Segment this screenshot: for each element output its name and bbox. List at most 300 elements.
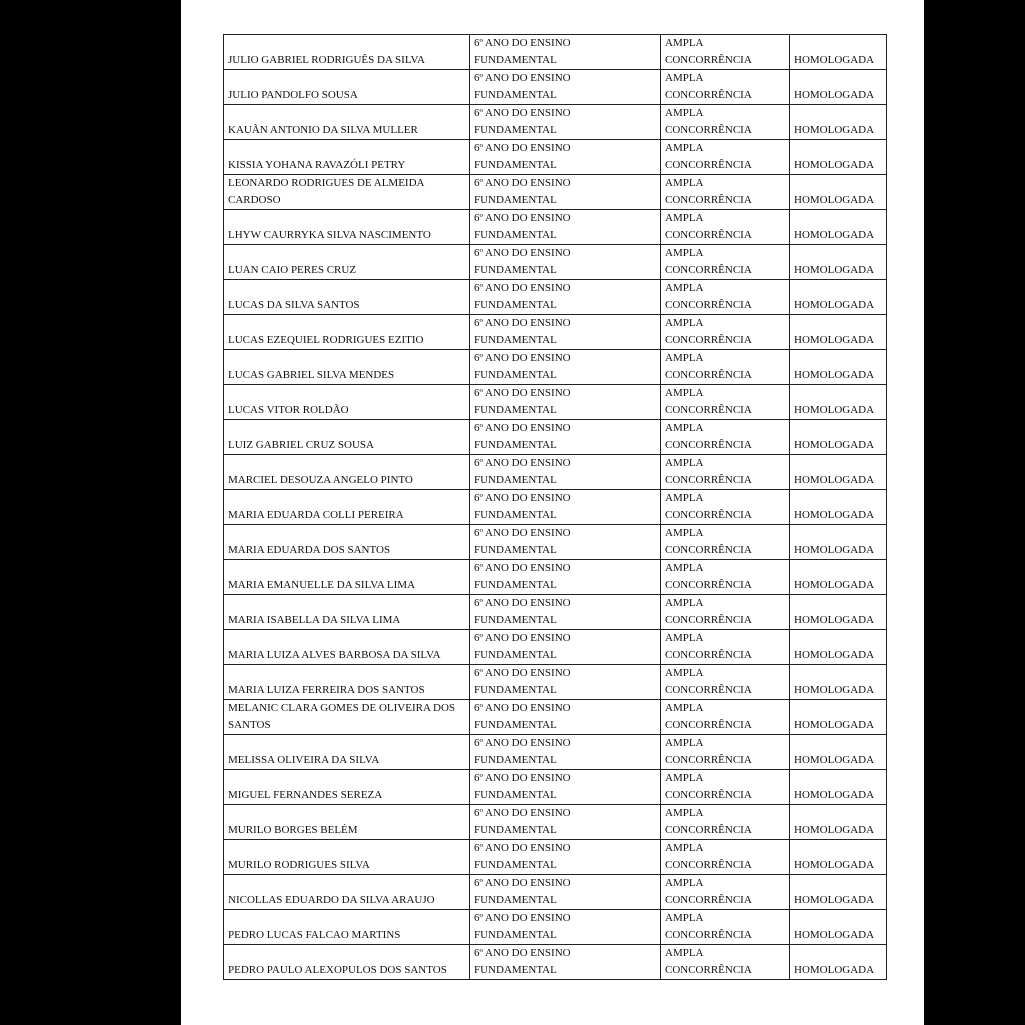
table-row <box>224 280 887 315</box>
grade-line: FUNDAMENTAL <box>474 54 557 66</box>
status-cell <box>790 910 887 945</box>
table-row <box>224 245 887 280</box>
grade-line: 6º ANO DO ENSINO <box>474 877 571 889</box>
competition-type-line: AMPLA <box>665 947 704 959</box>
grade-cell <box>470 945 661 980</box>
candidate-name-cell <box>224 525 470 560</box>
status-label: HOMOLOGADA <box>794 334 875 346</box>
status-label: HOMOLOGADA <box>794 964 875 976</box>
candidate-name: LUCAS DA SILVA SANTOS <box>228 299 360 311</box>
grade-line: 6º ANO DO ENSINO <box>474 317 571 329</box>
competition-type-line: CONCORRÊNCIA <box>665 124 752 136</box>
competition-type-line: AMPLA <box>665 72 704 84</box>
status-cell <box>790 315 887 350</box>
competition-type-line: CONCORRÊNCIA <box>665 194 752 206</box>
table-row <box>224 630 887 665</box>
status-cell <box>790 105 887 140</box>
grade-cell <box>470 350 661 385</box>
competition-type-cell <box>661 595 790 630</box>
competition-type-line: AMPLA <box>665 352 704 364</box>
competition-type-line: AMPLA <box>665 527 704 539</box>
competition-type-line: CONCORRÊNCIA <box>665 89 752 101</box>
status-cell <box>790 350 887 385</box>
status-label: HOMOLOGADA <box>794 54 875 66</box>
competition-type-line: AMPLA <box>665 912 704 924</box>
status-label: HOMOLOGADA <box>794 789 875 801</box>
status-label: HOMOLOGADA <box>794 159 875 171</box>
candidate-name-cell <box>224 245 470 280</box>
grade-cell <box>470 875 661 910</box>
status-label: HOMOLOGADA <box>794 719 875 731</box>
candidate-name-cell <box>224 700 470 735</box>
grade-line: 6º ANO DO ENSINO <box>474 562 571 574</box>
competition-type-line: CONCORRÊNCIA <box>665 369 752 381</box>
candidate-name-cell <box>224 105 470 140</box>
grade-cell <box>470 805 661 840</box>
competition-type-cell <box>661 35 790 70</box>
candidate-name: MARIA LUIZA ALVES BARBOSA DA SILVA <box>228 649 441 661</box>
grade-cell <box>470 665 661 700</box>
grade-cell <box>470 245 661 280</box>
grade-line: FUNDAMENTAL <box>474 474 557 486</box>
grade-line: 6º ANO DO ENSINO <box>474 282 571 294</box>
competition-type-line: CONCORRÊNCIA <box>665 894 752 906</box>
candidate-name: LUIZ GABRIEL CRUZ SOUSA <box>228 439 374 451</box>
competition-type-line: CONCORRÊNCIA <box>665 719 752 731</box>
competition-type-line: CONCORRÊNCIA <box>665 789 752 801</box>
grade-line: FUNDAMENTAL <box>474 754 557 766</box>
candidate-name: MARCIEL DESOUZA ANGELO PINTO <box>228 474 413 486</box>
competition-type-line: CONCORRÊNCIA <box>665 509 752 521</box>
candidate-name: MARIA LUIZA FERREIRA DOS SANTOS <box>228 684 425 696</box>
competition-type-cell <box>661 105 790 140</box>
candidate-name: JULIO PANDOLFO SOUSA <box>228 89 358 101</box>
grade-line: FUNDAMENTAL <box>474 404 557 416</box>
status-cell <box>790 385 887 420</box>
status-cell <box>790 665 887 700</box>
grade-line: FUNDAMENTAL <box>474 299 557 311</box>
status-cell <box>790 700 887 735</box>
competition-type-line: AMPLA <box>665 457 704 469</box>
candidate-name-cell <box>224 490 470 525</box>
grade-cell <box>470 420 661 455</box>
table-row <box>224 665 887 700</box>
candidate-name: MARIA EDUARDA DOS SANTOS <box>228 544 391 556</box>
grade-line: FUNDAMENTAL <box>474 369 557 381</box>
grade-line: FUNDAMENTAL <box>474 649 557 661</box>
table-row <box>224 735 887 770</box>
grade-line: 6º ANO DO ENSINO <box>474 212 571 224</box>
competition-type-cell <box>661 665 790 700</box>
grade-cell <box>470 280 661 315</box>
grade-line: FUNDAMENTAL <box>474 89 557 101</box>
competition-type-cell <box>661 910 790 945</box>
competition-type-line: CONCORRÊNCIA <box>665 439 752 451</box>
status-cell <box>790 595 887 630</box>
grade-line: 6º ANO DO ENSINO <box>474 737 571 749</box>
candidate-name-cell <box>224 455 470 490</box>
competition-type-cell <box>661 630 790 665</box>
grade-cell <box>470 490 661 525</box>
candidate-name-cell <box>224 875 470 910</box>
grade-cell <box>470 840 661 875</box>
table-row <box>224 840 887 875</box>
candidate-name: PEDRO PAULO ALEXOPULOS DOS SANTOS <box>228 964 447 976</box>
status-label: HOMOLOGADA <box>794 649 875 661</box>
status-label: HOMOLOGADA <box>794 614 875 626</box>
grade-line: 6º ANO DO ENSINO <box>474 387 571 399</box>
grade-cell <box>470 455 661 490</box>
status-label: HOMOLOGADA <box>794 894 875 906</box>
grade-line: FUNDAMENTAL <box>474 719 557 731</box>
competition-type-cell <box>661 245 790 280</box>
competition-type-cell <box>661 70 790 105</box>
competition-type-line: CONCORRÊNCIA <box>665 54 752 66</box>
grade-cell <box>470 140 661 175</box>
status-label: HOMOLOGADA <box>794 684 875 696</box>
status-label: HOMOLOGADA <box>794 229 875 241</box>
competition-type-cell <box>661 805 790 840</box>
document-page <box>181 0 924 1025</box>
grade-line: FUNDAMENTAL <box>474 439 557 451</box>
grade-line: FUNDAMENTAL <box>474 964 557 976</box>
competition-type-cell <box>661 840 790 875</box>
candidate-name-cell <box>224 805 470 840</box>
competition-type-cell <box>661 280 790 315</box>
candidate-name: MARIA EDUARDA COLLI PEREIRA <box>228 509 404 521</box>
grade-cell <box>470 770 661 805</box>
grade-line: 6º ANO DO ENSINO <box>474 247 571 259</box>
grade-line: 6º ANO DO ENSINO <box>474 667 571 679</box>
grade-cell <box>470 700 661 735</box>
candidate-name-cell <box>224 420 470 455</box>
grade-line: 6º ANO DO ENSINO <box>474 352 571 364</box>
competition-type-line: AMPLA <box>665 667 704 679</box>
candidate-name-line: SANTOS <box>228 719 271 731</box>
status-cell <box>790 525 887 560</box>
table-row <box>224 350 887 385</box>
candidate-name-cell <box>224 560 470 595</box>
competition-type-cell <box>661 350 790 385</box>
candidate-name: JULIO GABRIEL RODRIGUÊS DA SILVA <box>228 54 425 66</box>
competition-type-cell <box>661 140 790 175</box>
candidate-name: MARIA ISABELLA DA SILVA LIMA <box>228 614 401 626</box>
grade-cell <box>470 560 661 595</box>
grade-cell <box>470 525 661 560</box>
grade-cell <box>470 70 661 105</box>
competition-type-line: AMPLA <box>665 492 704 504</box>
competition-type-line: CONCORRÊNCIA <box>665 264 752 276</box>
competition-type-line: AMPLA <box>665 107 704 119</box>
grade-line: 6º ANO DO ENSINO <box>474 632 571 644</box>
status-label: HOMOLOGADA <box>794 824 875 836</box>
status-label: HOMOLOGADA <box>794 544 875 556</box>
candidate-name: MELISSA OLIVEIRA DA SILVA <box>228 754 380 766</box>
table-row <box>224 525 887 560</box>
grade-line: FUNDAMENTAL <box>474 194 557 206</box>
grade-cell <box>470 210 661 245</box>
grade-line: 6º ANO DO ENSINO <box>474 597 571 609</box>
table-row <box>224 910 887 945</box>
table-row <box>224 875 887 910</box>
grade-line: 6º ANO DO ENSINO <box>474 527 571 539</box>
grade-line: 6º ANO DO ENSINO <box>474 842 571 854</box>
grade-line: 6º ANO DO ENSINO <box>474 142 571 154</box>
candidate-name: LHYW CAURRYKA SILVA NASCIMENTO <box>228 229 431 241</box>
candidate-name-cell <box>224 350 470 385</box>
grade-line: FUNDAMENTAL <box>474 334 557 346</box>
status-label: HOMOLOGADA <box>794 474 875 486</box>
competition-type-cell <box>661 420 790 455</box>
status-cell <box>790 490 887 525</box>
candidate-name: LUAN CAIO PERES CRUZ <box>228 264 357 276</box>
candidate-name-cell <box>224 385 470 420</box>
status-label: HOMOLOGADA <box>794 579 875 591</box>
competition-type-line: CONCORRÊNCIA <box>665 614 752 626</box>
grade-cell <box>470 735 661 770</box>
status-cell <box>790 175 887 210</box>
grade-line: 6º ANO DO ENSINO <box>474 772 571 784</box>
candidate-name-cell <box>224 630 470 665</box>
grade-cell <box>470 385 661 420</box>
status-cell <box>790 210 887 245</box>
competition-type-line: AMPLA <box>665 177 704 189</box>
grade-line: FUNDAMENTAL <box>474 894 557 906</box>
table-row <box>224 105 887 140</box>
status-label: HOMOLOGADA <box>794 859 875 871</box>
candidate-name: LUCAS GABRIEL SILVA MENDES <box>228 369 395 381</box>
candidate-name-cell <box>224 770 470 805</box>
candidate-name-cell <box>224 70 470 105</box>
candidates-table-body <box>224 35 887 980</box>
candidate-name-cell <box>224 945 470 980</box>
grade-line: FUNDAMENTAL <box>474 824 557 836</box>
competition-type-line: CONCORRÊNCIA <box>665 684 752 696</box>
status-cell <box>790 770 887 805</box>
table-row <box>224 315 887 350</box>
status-cell <box>790 805 887 840</box>
grade-line: FUNDAMENTAL <box>474 544 557 556</box>
grade-line: FUNDAMENTAL <box>474 859 557 871</box>
competition-type-line: AMPLA <box>665 317 704 329</box>
candidate-name: LUCAS VITOR ROLDÃO <box>228 404 349 416</box>
status-cell <box>790 630 887 665</box>
candidate-name: KISSIA YOHANA RAVAZÓLI PETRY <box>228 159 406 171</box>
grade-line: 6º ANO DO ENSINO <box>474 37 571 49</box>
competition-type-line: CONCORRÊNCIA <box>665 404 752 416</box>
table-row <box>224 945 887 980</box>
competition-type-line: CONCORRÊNCIA <box>665 334 752 346</box>
candidate-name-line: LEONARDO RODRIGUES DE ALMEIDA <box>228 177 425 189</box>
competition-type-line: AMPLA <box>665 387 704 399</box>
status-cell <box>790 140 887 175</box>
grade-line: 6º ANO DO ENSINO <box>474 492 571 504</box>
grade-cell <box>470 105 661 140</box>
competition-type-cell <box>661 525 790 560</box>
candidate-name-cell <box>224 840 470 875</box>
status-cell <box>790 875 887 910</box>
competition-type-line: CONCORRÊNCIA <box>665 299 752 311</box>
grade-line: FUNDAMENTAL <box>474 684 557 696</box>
candidate-name: MURILO RODRIGUES SILVA <box>228 859 370 871</box>
status-cell <box>790 560 887 595</box>
competition-type-line: CONCORRÊNCIA <box>665 929 752 941</box>
competition-type-line: AMPLA <box>665 702 704 714</box>
status-label: HOMOLOGADA <box>794 299 875 311</box>
candidate-name: KAUÃN ANTONIO DA SILVA MULLER <box>228 124 418 136</box>
candidate-name-cell <box>224 280 470 315</box>
table-row <box>224 700 887 735</box>
grade-cell <box>470 910 661 945</box>
competition-type-line: CONCORRÊNCIA <box>665 859 752 871</box>
candidate-name: MIGUEL FERNANDES SEREZA <box>228 789 383 801</box>
grade-line: FUNDAMENTAL <box>474 229 557 241</box>
grade-line: 6º ANO DO ENSINO <box>474 912 571 924</box>
competition-type-cell <box>661 700 790 735</box>
table-row <box>224 385 887 420</box>
competition-type-line: CONCORRÊNCIA <box>665 964 752 976</box>
table-row <box>224 210 887 245</box>
candidate-name: NICOLLAS EDUARDO DA SILVA ARAUJO <box>228 894 435 906</box>
status-cell <box>790 35 887 70</box>
candidate-name-cell <box>224 595 470 630</box>
competition-type-line: CONCORRÊNCIA <box>665 824 752 836</box>
grade-line: 6º ANO DO ENSINO <box>474 457 571 469</box>
competition-type-line: CONCORRÊNCIA <box>665 579 752 591</box>
competition-type-cell <box>661 210 790 245</box>
competition-type-line: CONCORRÊNCIA <box>665 159 752 171</box>
status-label: HOMOLOGADA <box>794 89 875 101</box>
competition-type-cell <box>661 735 790 770</box>
grade-line: 6º ANO DO ENSINO <box>474 702 571 714</box>
competition-type-line: AMPLA <box>665 282 704 294</box>
status-cell <box>790 70 887 105</box>
competition-type-line: AMPLA <box>665 807 704 819</box>
table-row <box>224 35 887 70</box>
status-label: HOMOLOGADA <box>794 264 875 276</box>
grade-cell <box>470 595 661 630</box>
table-row <box>224 175 887 210</box>
competition-type-line: AMPLA <box>665 632 704 644</box>
grade-line: FUNDAMENTAL <box>474 159 557 171</box>
competition-type-cell <box>661 175 790 210</box>
candidate-name-cell <box>224 35 470 70</box>
status-cell <box>790 945 887 980</box>
competition-type-cell <box>661 490 790 525</box>
candidate-name-cell <box>224 910 470 945</box>
status-label: HOMOLOGADA <box>794 439 875 451</box>
competition-type-cell <box>661 945 790 980</box>
status-cell <box>790 735 887 770</box>
candidate-name-cell <box>224 140 470 175</box>
candidate-name-cell <box>224 315 470 350</box>
candidate-name-cell <box>224 210 470 245</box>
grade-line: FUNDAMENTAL <box>474 264 557 276</box>
competition-type-cell <box>661 315 790 350</box>
status-cell <box>790 280 887 315</box>
status-label: HOMOLOGADA <box>794 194 875 206</box>
competition-type-line: CONCORRÊNCIA <box>665 754 752 766</box>
competition-type-line: AMPLA <box>665 597 704 609</box>
grade-line: 6º ANO DO ENSINO <box>474 807 571 819</box>
candidates-table <box>223 34 887 980</box>
table-row <box>224 560 887 595</box>
table-row <box>224 455 887 490</box>
table-row <box>224 70 887 105</box>
competition-type-cell <box>661 455 790 490</box>
competition-type-line: AMPLA <box>665 212 704 224</box>
candidate-name-line: MELANIC CLARA GOMES DE OLIVEIRA DOS <box>228 702 456 714</box>
grade-line: 6º ANO DO ENSINO <box>474 177 571 189</box>
status-cell <box>790 420 887 455</box>
status-label: HOMOLOGADA <box>794 509 875 521</box>
status-label: HOMOLOGADA <box>794 124 875 136</box>
table-row <box>224 770 887 805</box>
candidate-name: MARIA EMANUELLE DA SILVA LIMA <box>228 579 416 591</box>
candidate-name-line: CARDOSO <box>228 194 281 206</box>
grade-cell <box>470 175 661 210</box>
table-row <box>224 140 887 175</box>
status-label: HOMOLOGADA <box>794 929 875 941</box>
status-label: HOMOLOGADA <box>794 754 875 766</box>
competition-type-cell <box>661 560 790 595</box>
grade-line: FUNDAMENTAL <box>474 789 557 801</box>
competition-type-cell <box>661 875 790 910</box>
candidate-name: MURILO BORGES BELÉM <box>228 824 358 836</box>
candidate-name: PEDRO LUCAS FALCAO MARTINS <box>228 929 401 941</box>
status-cell <box>790 840 887 875</box>
table-row <box>224 490 887 525</box>
competition-type-line: AMPLA <box>665 772 704 784</box>
grade-line: FUNDAMENTAL <box>474 929 557 941</box>
grade-line: FUNDAMENTAL <box>474 124 557 136</box>
candidate-name-cell <box>224 175 470 210</box>
competition-type-line: AMPLA <box>665 877 704 889</box>
status-cell <box>790 245 887 280</box>
grade-cell <box>470 630 661 665</box>
candidate-name-cell <box>224 665 470 700</box>
grade-line: 6º ANO DO ENSINO <box>474 107 571 119</box>
grade-line: FUNDAMENTAL <box>474 509 557 521</box>
grade-line: FUNDAMENTAL <box>474 579 557 591</box>
competition-type-line: CONCORRÊNCIA <box>665 544 752 556</box>
competition-type-line: AMPLA <box>665 737 704 749</box>
competition-type-line: AMPLA <box>665 37 704 49</box>
table-row <box>224 595 887 630</box>
candidate-name: LUCAS EZEQUIEL RODRIGUES EZITIO <box>228 334 424 346</box>
candidate-name-cell <box>224 735 470 770</box>
table-row <box>224 805 887 840</box>
competition-type-line: CONCORRÊNCIA <box>665 229 752 241</box>
competition-type-cell <box>661 385 790 420</box>
grade-line: 6º ANO DO ENSINO <box>474 422 571 434</box>
grade-line: 6º ANO DO ENSINO <box>474 72 571 84</box>
grade-cell <box>470 35 661 70</box>
competition-type-line: CONCORRÊNCIA <box>665 649 752 661</box>
grade-line: FUNDAMENTAL <box>474 614 557 626</box>
competition-type-line: AMPLA <box>665 422 704 434</box>
grade-cell <box>470 315 661 350</box>
competition-type-line: AMPLA <box>665 842 704 854</box>
table-row <box>224 420 887 455</box>
competition-type-cell <box>661 770 790 805</box>
grade-line: 6º ANO DO ENSINO <box>474 947 571 959</box>
competition-type-line: AMPLA <box>665 562 704 574</box>
competition-type-line: AMPLA <box>665 142 704 154</box>
status-label: HOMOLOGADA <box>794 404 875 416</box>
competition-type-line: CONCORRÊNCIA <box>665 474 752 486</box>
status-cell <box>790 455 887 490</box>
